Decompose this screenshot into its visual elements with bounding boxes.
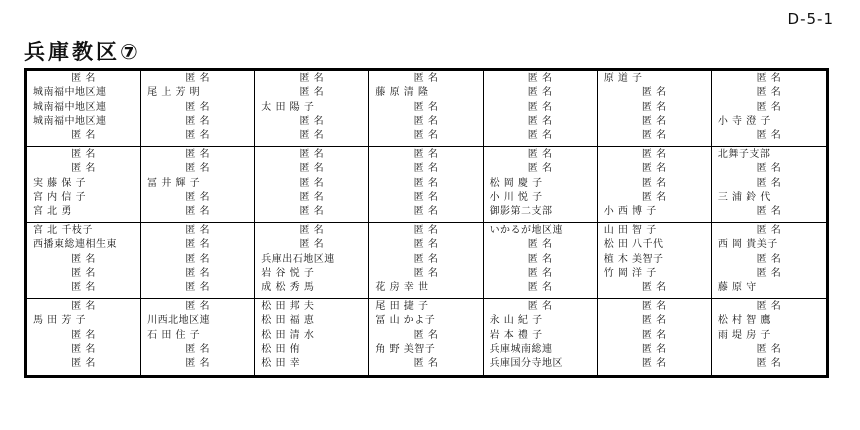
roster-entry: 匿 名 — [185, 253, 211, 265]
roster-entry: 匿 名 — [71, 343, 96, 355]
roster-cell — [369, 223, 483, 299]
roster-entry: 匿 名 — [527, 253, 553, 265]
roster-entry: 成 松 秀 馬 — [261, 282, 315, 294]
roster-cell — [255, 147, 369, 223]
roster-entry: 匿 名 — [413, 329, 439, 341]
roster-entry: 匿 名 — [185, 191, 211, 203]
roster-entry: 西 岡 貴美子 — [717, 239, 778, 251]
roster-entry: 匿 名 — [71, 282, 96, 294]
roster-entry: 匿 名 — [641, 301, 667, 312]
roster-entry: 永 山 紀 子 — [489, 315, 543, 327]
roster-entry: 松 田 清 水 — [261, 329, 315, 341]
roster-entry: 匿 名 — [641, 149, 667, 160]
donor-roster-table — [24, 68, 829, 378]
roster-entry: 城南福中地区連 — [33, 115, 107, 127]
roster-entry: 匿 名 — [185, 225, 211, 236]
roster-entry: 匿 名 — [299, 163, 325, 175]
roster-entry: 匿 名 — [71, 130, 96, 142]
roster-cell — [141, 223, 255, 299]
roster-entry: 匿 名 — [756, 358, 782, 370]
roster-entry: 匿 名 — [641, 315, 667, 327]
roster-entry: 匿 名 — [413, 130, 439, 142]
roster-entry: 三 浦 鈴 代 — [717, 191, 771, 203]
roster-cell — [141, 71, 255, 147]
roster-entry: 匿 名 — [185, 239, 211, 251]
page-title: 兵庫教区⑦ — [24, 40, 141, 64]
roster-entry: 山 田 智 子 — [603, 225, 657, 236]
roster-entry: 匿 名 — [527, 87, 553, 99]
roster-cell — [484, 299, 598, 375]
roster-cell — [712, 299, 826, 375]
roster-entry: 匿 名 — [641, 177, 667, 189]
roster-entry: 匿 名 — [185, 358, 211, 370]
roster-entry: 匿 名 — [413, 149, 439, 160]
roster-entry: 匿 名 — [641, 115, 667, 127]
roster-entry: 匿 名 — [527, 115, 553, 127]
roster-entry: 匿 名 — [299, 130, 325, 142]
roster-entry: 匿 名 — [641, 101, 667, 113]
roster-entry: 川西北地区連 — [147, 315, 211, 327]
roster-entry: 匿 名 — [413, 239, 439, 251]
roster-entry: 松 田 幸 — [261, 358, 301, 370]
roster-entry: 匿 名 — [527, 101, 553, 113]
roster-cell — [27, 223, 141, 299]
roster-entry: 松 田 八千代 — [603, 239, 664, 251]
roster-cell — [484, 71, 598, 147]
roster-entry: 匿 名 — [413, 73, 439, 84]
roster-entry: 匿 名 — [641, 282, 667, 294]
roster-entry: 匿 名 — [71, 358, 96, 370]
roster-entry: 匿 名 — [527, 239, 553, 251]
roster-entry: 匿 名 — [71, 253, 96, 265]
roster-entry: 小 川 悦 子 — [489, 191, 543, 203]
roster-entry: 匿 名 — [756, 225, 782, 236]
roster-entry: 匿 名 — [641, 358, 667, 370]
roster-cell — [369, 299, 483, 375]
roster-entry: 城南福中地区連 — [33, 87, 107, 99]
roster-entry: 匿 名 — [413, 358, 439, 370]
roster-entry: 冨 井 輝 子 — [147, 177, 201, 189]
roster-entry: 尾 上 芳 明 — [147, 87, 201, 99]
roster-entry: 匿 名 — [185, 343, 211, 355]
roster-cell — [27, 299, 141, 375]
roster-entry: 匿 名 — [756, 343, 782, 355]
roster-entry: 尾 田 捷 子 — [375, 301, 429, 312]
roster-entry: 匿 名 — [413, 101, 439, 113]
roster-cell — [598, 223, 712, 299]
roster-entry: 兵庫城南総連 — [489, 343, 553, 355]
roster-cell — [27, 71, 141, 147]
roster-entry: 匿 名 — [413, 267, 439, 279]
roster-entry: 匿 名 — [413, 163, 439, 175]
roster-entry: 匿 名 — [527, 163, 553, 175]
roster-entry: 匿 名 — [185, 101, 211, 113]
roster-entry: 石 田 住 子 — [147, 329, 201, 341]
roster-entry: 城南福中地区連 — [33, 101, 107, 113]
roster-entry: 西播東総連相生東 — [33, 239, 117, 251]
roster-entry: 匿 名 — [527, 73, 553, 84]
roster-entry: 匿 名 — [641, 163, 667, 175]
roster-entry: 匿 名 — [71, 73, 96, 84]
roster-cell — [27, 147, 141, 223]
roster-entry: 匿 名 — [756, 253, 782, 265]
roster-entry: 匿 名 — [299, 87, 325, 99]
roster-entry: 匿 名 — [641, 130, 667, 142]
roster-entry: 匿 名 — [185, 301, 211, 312]
roster-entry: 匿 名 — [185, 163, 211, 175]
roster-entry: いかるが地区連 — [489, 225, 564, 236]
roster-entry: 実 藤 保 子 — [33, 177, 87, 189]
roster-entry: 匿 名 — [299, 73, 325, 84]
roster-entry: 岩 谷 悦 子 — [261, 267, 315, 279]
roster-cell — [255, 71, 369, 147]
roster-cell — [484, 147, 598, 223]
roster-entry: 匿 名 — [185, 115, 211, 127]
roster-cell — [598, 299, 712, 375]
roster-entry: 匿 名 — [413, 253, 439, 265]
roster-entry: 匿 名 — [71, 267, 96, 279]
roster-entry: 匿 名 — [185, 267, 211, 279]
roster-entry: 匿 名 — [641, 329, 667, 341]
roster-entry: 小 西 博 子 — [603, 206, 657, 218]
roster-entry: 匿 名 — [641, 87, 667, 99]
roster-entry: 匿 名 — [527, 267, 553, 279]
roster-entry: 匿 名 — [756, 163, 782, 175]
roster-entry: 匿 名 — [299, 177, 325, 189]
roster-entry: 匿 名 — [299, 191, 325, 203]
roster-entry: 北舞子支部 — [717, 149, 771, 160]
roster-cell — [712, 147, 826, 223]
roster-entry: 匿 名 — [527, 301, 553, 312]
roster-entry: 小 寺 澄 子 — [717, 115, 771, 127]
roster-cell — [255, 223, 369, 299]
roster-entry: 匿 名 — [527, 282, 553, 294]
roster-cell — [369, 147, 483, 223]
roster-entry: 匿 名 — [756, 177, 782, 189]
roster-entry: 松 岡 慶 子 — [489, 177, 543, 189]
roster-entry: 岩 本 禮 子 — [489, 329, 543, 341]
roster-entry: 匿 名 — [413, 225, 439, 236]
roster-entry: 兵庫国分寺地区 — [489, 358, 564, 370]
roster-entry: 匿 名 — [413, 115, 439, 127]
roster-entry: 松 田 侑 — [261, 343, 301, 355]
roster-entry: 宮 北 勇 — [33, 206, 72, 218]
roster-entry: 竹 岡 洋 子 — [603, 267, 657, 279]
roster-entry: 匿 名 — [299, 225, 325, 236]
roster-cell — [484, 223, 598, 299]
roster-entry: 匿 名 — [756, 301, 782, 312]
roster-entry: 匿 名 — [185, 130, 211, 142]
roster-cell — [255, 299, 369, 375]
roster-entry: 兵庫出石地区連 — [261, 253, 335, 265]
roster-entry: 匿 名 — [641, 191, 667, 203]
roster-entry: 匿 名 — [299, 239, 325, 251]
roster-cell — [598, 71, 712, 147]
roster-entry: 原 道 子 — [603, 73, 643, 84]
roster-entry: 藤 原 守 — [717, 282, 757, 294]
roster-entry: 匿 名 — [413, 206, 439, 218]
roster-entry: 匿 名 — [185, 149, 211, 160]
roster-entry: 匿 名 — [185, 282, 211, 294]
roster-entry: 匿 名 — [756, 206, 782, 218]
page-id: D-5-1 — [787, 10, 834, 28]
roster-entry: 植 木 美智子 — [603, 253, 664, 265]
roster-entry: 匿 名 — [756, 267, 782, 279]
roster-entry: 匿 名 — [71, 149, 96, 160]
roster-entry: 馬 田 芳 子 — [33, 315, 87, 327]
roster-entry: 匿 名 — [756, 101, 782, 113]
roster-entry: 匿 名 — [756, 73, 782, 84]
roster-entry: 匿 名 — [299, 149, 325, 160]
roster-entry: 御影第二支部 — [489, 206, 553, 218]
roster-entry: 匿 名 — [527, 149, 553, 160]
roster-cell — [712, 223, 826, 299]
roster-entry: 匿 名 — [71, 163, 96, 175]
roster-entry: 藤 原 清 隆 — [375, 87, 429, 99]
roster-entry: 太 田 陽 子 — [261, 101, 315, 113]
roster-entry: 匿 名 — [756, 87, 782, 99]
roster-entry: 匿 名 — [299, 115, 325, 127]
roster-entry: 松 村 智 鷹 — [717, 315, 771, 327]
roster-entry: 匿 名 — [527, 130, 553, 142]
roster-cell — [712, 71, 826, 147]
roster-entry: 匿 名 — [299, 206, 325, 218]
roster-entry: 匿 名 — [413, 191, 439, 203]
roster-entry: 匿 名 — [71, 301, 96, 312]
roster-entry: 匿 名 — [641, 343, 667, 355]
roster-cell — [598, 147, 712, 223]
roster-entry: 匿 名 — [71, 329, 96, 341]
roster-entry: 角 野 美智子 — [375, 343, 436, 355]
roster-entry: 匿 名 — [756, 130, 782, 142]
roster-entry: 花 房 幸 世 — [375, 282, 429, 294]
roster-entry: 松 田 福 恵 — [261, 315, 315, 327]
roster-entry: 松 田 邦 夫 — [261, 301, 315, 312]
roster-cell — [141, 299, 255, 375]
roster-entry: 冨 山 かよ子 — [375, 315, 436, 327]
roster-entry: 雨 堤 房 子 — [717, 329, 771, 341]
roster-cell — [141, 147, 255, 223]
roster-entry: 宮 内 信 子 — [33, 191, 87, 203]
roster-entry: 匿 名 — [185, 206, 211, 218]
roster-entry: 宮 北 千枝子 — [33, 225, 93, 236]
roster-entry: 匿 名 — [185, 73, 211, 84]
roster-cell — [369, 71, 483, 147]
roster-entry: 匿 名 — [413, 177, 439, 189]
